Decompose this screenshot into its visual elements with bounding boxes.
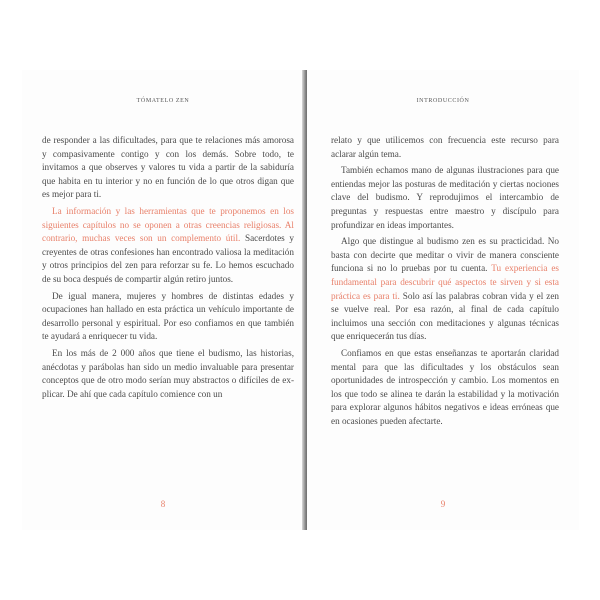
paragraph-4: Confiamos en que estas enseñanzas te aportarán claridad mental para que las dificultades y los obstáculos sean oportunidades de introspección y cambio. Los momentos en los que todo se alinea te darán la estabilidad y la motivación para explorar algunos hábitos negativos e ideas erróneas que en ocasiones pueden afectarte. — [331, 347, 559, 426]
left-page — [22, 70, 304, 530]
running-head-right: INTRODUCCIÓN — [416, 98, 470, 104]
paragraph-text: Sacerdotes y creyentes de otras confesiones han encontrado valiosa la meditación y otros principios del zen para reforzar su fe. Lo hemos escuchado de su boca después de compartir algún retiro juntos. — [42, 233, 294, 284]
paragraph-text: Algo que distingue al budismo zen es su practicidad. No basta con decirte que meditar o vivir de manera consciente funciona si no lo pruebas por tu cuenta. — [331, 236, 559, 274]
paragraph-3 — [331, 235, 559, 344]
right-page-body — [331, 134, 559, 431]
paragraph-text: Solo así las palabras cobran vida y el zen se vuelve real. Por esa razón, al final de cada capítulo incluimos una sección con meditaciones y algunas técnicas que enriquecerán tus días. — [331, 290, 559, 342]
right-page — [307, 70, 579, 530]
running-head-left: TÓMATELO ZEN — [136, 98, 190, 104]
paragraph-1: relato y que utilicemos con frecuencia este recurso para aclarar algún tema. — [331, 135, 559, 159]
paragraph-4: En los más de 2 000 años que tiene el budismo, las historias, anécdotas y parábolas han sido un medio invaluable para presentar conceptos que de otro modo serían muy abstractos o difíciles de explicar. De ahí que cada capítulo comience con un — [42, 347, 294, 399]
page-number-left: 8 — [160, 499, 166, 509]
paragraph-2 — [42, 205, 294, 287]
page-number-right: 9 — [440, 499, 446, 509]
highlighted-text: La información y las herramientas que te proponemos en los siguientes capítulos no se oponen a otras creencias religiosas. Al contrario, muchas veces son un complemento útil. — [42, 205, 294, 244]
paragraph-3: De igual manera, mujeres y hombres de distintas edades y ocupaciones han hallado en esta práctica un vehículo importante de desarrollo personal y espiritual. Por eso confiamos en que también te ayudará a enriquecer tu vida. — [42, 290, 294, 342]
left-page-body — [42, 134, 294, 404]
highlighted-text: Tu experiencia es fundamental para descubrir qué aspectos te sirven y si esta práctica es para ti. — [331, 263, 559, 301]
paragraph-1: de responder a las dificultades, para que te relaciones más amorosa y compasivamente contigo y con los demás. Sobre todo, te invitamos a que observes y valores tu vida a partir de la sabiduría que habita en tu interior y no en función de lo que otros digan que es mejor para ti. — [42, 135, 294, 200]
paragraph-2: También echamos mano de algunas ilustraciones para que entiendas mejor las posturas de meditación y ciertas nociones clave del budismo. Y reprodujimos el intercambio de preguntas y respuestas entre maestro y discípulo para profundizar en ideas importantes. — [331, 165, 559, 230]
